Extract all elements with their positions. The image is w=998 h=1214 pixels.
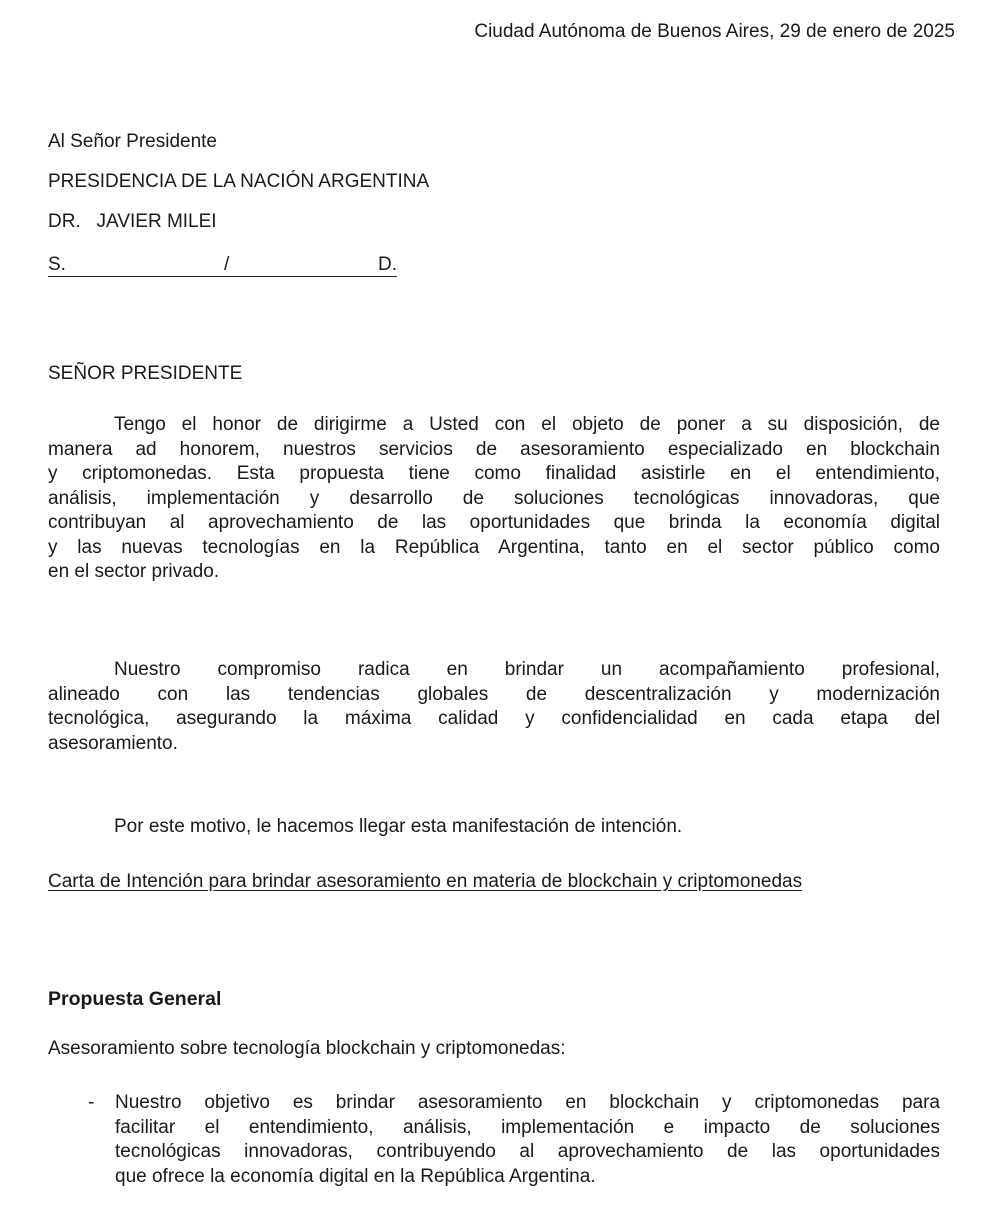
bullet-line: Nuestro objetivo es brindar asesoramiento en blockchain y criptomonedas para <box>115 1092 940 1113</box>
bullet-item <box>115 1091 940 1189</box>
date-line: Ciudad Autónoma de Buenos Aires, 29 de enero de 2025 <box>474 21 955 42</box>
bullet-line: facilitar el entendimiento, análisis, implementación e impacto de soluciones <box>115 1116 940 1138</box>
sd-line <box>48 254 397 277</box>
sd-s: S. <box>48 254 66 275</box>
paragraph-line: Tengo el honor de dirigirme a Usted con el objeto de poner a su disposición, de <box>114 414 940 435</box>
paragraph-line: contribuyan al aprovechamiento de las oportunidades que brinda la economía digital <box>48 512 940 533</box>
paragraph-line: asesoramiento. <box>48 732 178 754</box>
paragraph-1 <box>48 413 940 585</box>
sd-d: D. <box>378 254 397 275</box>
addressee-line-3: DR. JAVIER MILEI <box>48 211 217 232</box>
bullet-marker: - <box>88 1092 95 1113</box>
bullet-line: que ofrece la economía digital en la República Argentina. <box>115 1165 596 1187</box>
paragraph-line: Nuestro compromiso radica en brindar un acompañamiento profesional, <box>114 659 940 680</box>
section-title: Propuesta General <box>48 988 222 1010</box>
paragraph-3: Por este motivo, le hacemos llegar esta manifestación de intención. <box>114 816 683 837</box>
bullet-line: tecnológicas innovadoras, contribuyendo al aprovechamiento de las oportunidades <box>115 1141 940 1162</box>
paragraph-line: análisis, implementación y desarrollo de soluciones tecnológicas innovadoras, que <box>48 487 940 509</box>
subject-heading: Carta de Intención para brindar asesoramiento en materia de blockchain y criptomonedas <box>48 871 803 892</box>
sd-slash: / <box>224 254 230 275</box>
section-intro: Asesoramiento sobre tecnología blockchain y criptomonedas: <box>48 1038 566 1059</box>
salutation: SEÑOR PRESIDENTE <box>48 363 243 384</box>
paragraph-line: tecnológica, asegurando la máxima calidad y confidencialidad en cada etapa del <box>48 708 940 729</box>
paragraph-line: y criptomonedas. Esta propuesta tiene como finalidad asistirle en el entendimiento, <box>48 463 940 484</box>
paragraph-line: y las nuevas tecnologías en la República Argentina, tanto en el sector público como <box>48 536 940 558</box>
paragraph-2 <box>48 658 940 756</box>
paragraph-line: en el sector privado. <box>48 561 220 582</box>
paragraph-line: manera ad honorem, nuestros servicios de asesoramiento especializado en blockchain <box>48 438 940 460</box>
addressee-line-2: PRESIDENCIA DE LA NACIÓN ARGENTINA <box>48 171 430 192</box>
addressee-line-1: Al Señor Presidente <box>48 131 217 152</box>
paragraph-line: alineado con las tendencias globales de descentralización y modernización <box>48 683 940 705</box>
